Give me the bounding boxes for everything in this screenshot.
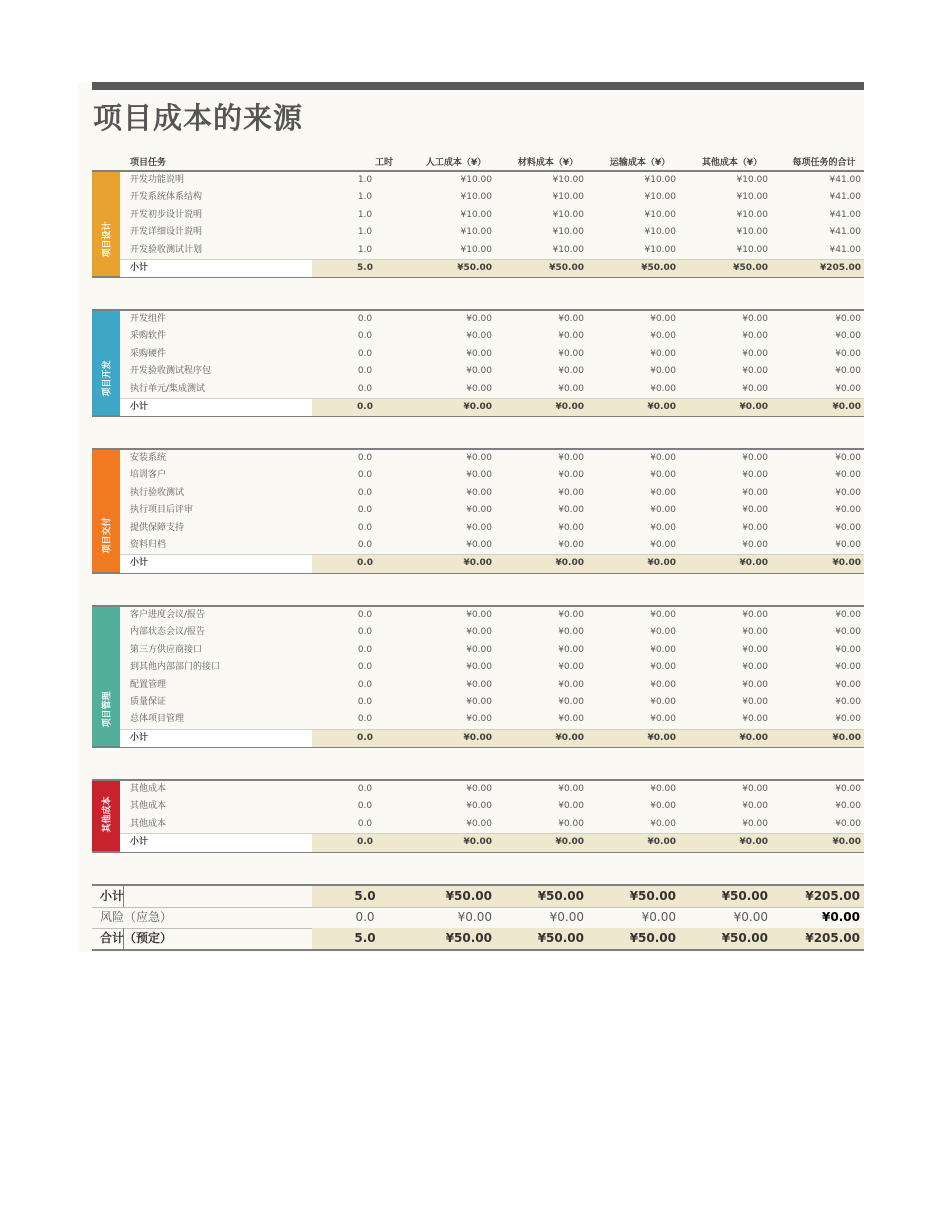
cell-labor[interactable]: ¥0.00	[466, 383, 492, 394]
table-row[interactable]	[120, 450, 864, 467]
subtotal-task: 小计	[130, 558, 149, 569]
table-row[interactable]	[120, 642, 864, 659]
cell-task[interactable]: 第三方供应商接口	[130, 644, 203, 655]
subtotal-labor: ¥0.00	[463, 837, 492, 848]
cell-materials[interactable]: ¥0.00	[558, 366, 584, 377]
cell-shipping[interactable]: ¥0.00	[650, 453, 676, 463]
cell-labor[interactable]: ¥0.00	[466, 453, 492, 463]
table-row[interactable]	[120, 624, 864, 641]
cell-task[interactable]: 其他成本	[130, 784, 167, 794]
subtotal-task: 小计	[130, 263, 149, 273]
cell-total[interactable]: ¥0.00	[835, 540, 861, 550]
table-row[interactable]	[120, 242, 864, 259]
cell-other[interactable]: ¥0.00	[742, 470, 768, 481]
cell-task[interactable]: 开发验收测试程序包	[130, 366, 212, 377]
subtotal-hours: 5.0	[357, 263, 373, 273]
cell-hours[interactable]: 0.0	[357, 348, 373, 359]
subtotal-shipping: ¥0.00	[647, 837, 676, 848]
cell-task[interactable]: 提供保障支持	[130, 522, 185, 533]
subtotal-labor: ¥50.00	[457, 263, 492, 273]
title-accent-bar	[92, 82, 864, 90]
cell-other[interactable]: ¥0.00	[742, 331, 768, 342]
cell-materials[interactable]: ¥0.00	[558, 314, 584, 324]
cell-task[interactable]: 培训客户	[130, 470, 167, 481]
section-label: 项目交付	[102, 517, 113, 554]
table-row[interactable]	[120, 781, 864, 798]
cell-shipping[interactable]: ¥0.00	[650, 610, 676, 620]
cell-hours[interactable]: 0.0	[357, 697, 373, 707]
subtotal-hours: 0.0	[357, 732, 373, 743]
cell-materials[interactable]: ¥0.00	[558, 627, 584, 638]
summary-materials: ¥0.00	[549, 910, 584, 924]
summary-total: ¥205.00	[805, 889, 860, 903]
section-design	[92, 170, 864, 278]
section-color-band	[92, 607, 120, 746]
cell-hours[interactable]: 1.0	[357, 175, 373, 185]
summary-labor: ¥50.00	[445, 931, 492, 945]
cell-hours[interactable]: 0.0	[357, 453, 373, 463]
cell-labor[interactable]: ¥10.00	[460, 175, 492, 185]
summary-subtotal-row	[92, 886, 864, 908]
summary-total-row	[92, 928, 864, 949]
cell-shipping[interactable]: ¥10.00	[644, 192, 676, 203]
summary-other: ¥50.00	[721, 889, 768, 903]
cell-labor[interactable]: ¥0.00	[466, 610, 492, 620]
cell-labor[interactable]: ¥0.00	[466, 818, 492, 829]
summary-other: ¥50.00	[721, 931, 768, 945]
cell-other[interactable]: ¥10.00	[736, 227, 768, 238]
cell-shipping[interactable]: ¥0.00	[650, 522, 676, 533]
cell-hours[interactable]: 1.0	[357, 192, 373, 203]
cell-shipping[interactable]: ¥0.00	[650, 679, 676, 690]
cell-materials[interactable]: ¥10.00	[552, 175, 584, 185]
subtotal-total: ¥205.00	[820, 263, 861, 273]
cell-materials[interactable]: ¥0.00	[558, 679, 584, 690]
summary-materials: ¥50.00	[537, 931, 584, 945]
subtotal-labor: ¥0.00	[463, 732, 492, 743]
cell-hours[interactable]: 0.0	[357, 662, 373, 673]
cell-other[interactable]: ¥0.00	[742, 383, 768, 394]
header-total: 每项任务的合计	[792, 158, 856, 168]
cell-task[interactable]: 其他成本	[130, 818, 167, 829]
subtotal-task: 小计	[130, 732, 149, 743]
cell-other[interactable]: ¥10.00	[736, 192, 768, 203]
cell-total[interactable]: ¥0.00	[835, 627, 861, 638]
subtotal-total: ¥0.00	[832, 732, 861, 743]
page-title: 项目成本的来源	[93, 101, 304, 135]
header-labor: 人工成本（¥）	[425, 158, 487, 168]
cell-other[interactable]: ¥0.00	[742, 610, 768, 620]
cell-total[interactable]: ¥0.00	[835, 453, 861, 463]
table-row[interactable]	[120, 224, 864, 241]
subtotal-other: ¥0.00	[739, 402, 768, 412]
section-development	[92, 309, 864, 417]
table-row[interactable]	[120, 502, 864, 519]
section-delivery	[92, 448, 864, 574]
cell-hours[interactable]: 0.0	[357, 610, 373, 620]
cell-hours[interactable]: 0.0	[357, 627, 373, 638]
table-row[interactable]	[120, 381, 864, 398]
cell-other[interactable]: ¥0.00	[742, 662, 768, 673]
cell-hours[interactable]: 0.0	[357, 801, 373, 812]
subtotal-total: ¥0.00	[832, 837, 861, 848]
cell-labor[interactable]: ¥0.00	[466, 366, 492, 377]
cell-total[interactable]: ¥0.00	[835, 714, 861, 725]
cell-total[interactable]: ¥0.00	[835, 505, 861, 516]
cell-materials[interactable]: ¥0.00	[558, 610, 584, 620]
cell-total[interactable]: ¥0.00	[835, 697, 861, 707]
table-row[interactable]	[120, 328, 864, 345]
subtotal-hours: 0.0	[357, 402, 373, 412]
section-color-band	[92, 172, 120, 276]
cell-task[interactable]: 采购硬件	[130, 348, 167, 359]
table-row[interactable]	[120, 346, 864, 363]
cell-hours[interactable]: 0.0	[357, 314, 373, 324]
table-row[interactable]	[120, 485, 864, 502]
cell-task[interactable]: 配置管理	[130, 679, 167, 690]
header-shipping: 运输成本（¥）	[609, 158, 671, 168]
summary-shipping: ¥50.00	[629, 889, 676, 903]
cell-hours[interactable]: 0.0	[357, 331, 373, 342]
cell-task[interactable]: 开发组件	[130, 314, 167, 324]
table-row[interactable]	[120, 677, 864, 694]
cell-labor[interactable]: ¥0.00	[466, 679, 492, 690]
cell-shipping[interactable]: ¥0.00	[650, 331, 676, 342]
cell-total[interactable]: ¥0.00	[835, 470, 861, 481]
cell-total[interactable]: ¥41.00	[829, 244, 861, 255]
cell-task[interactable]: 开发详细设计说明	[130, 227, 203, 238]
cell-hours[interactable]: 0.0	[357, 522, 373, 533]
summary-shipping: ¥0.00	[641, 910, 676, 924]
cell-labor[interactable]: ¥0.00	[466, 784, 492, 794]
section-other	[92, 779, 864, 853]
cell-labor[interactable]: ¥0.00	[466, 801, 492, 812]
cell-total[interactable]: ¥0.00	[835, 784, 861, 794]
subtotal-other: ¥0.00	[739, 558, 768, 569]
cell-materials[interactable]: ¥0.00	[558, 383, 584, 394]
cell-shipping[interactable]: ¥10.00	[644, 209, 676, 220]
subtotal-row	[120, 729, 864, 747]
table-row[interactable]	[120, 711, 864, 728]
cell-task[interactable]: 开发功能说明	[130, 175, 185, 185]
header-hours: 工时	[374, 158, 393, 168]
cell-materials[interactable]: ¥0.00	[558, 453, 584, 463]
subtotal-shipping: ¥0.00	[647, 732, 676, 743]
cell-materials[interactable]: ¥0.00	[558, 540, 584, 550]
subtotal-materials: ¥50.00	[549, 263, 584, 273]
cell-shipping[interactable]: ¥0.00	[650, 366, 676, 377]
cell-total[interactable]: ¥41.00	[829, 192, 861, 203]
cell-total[interactable]: ¥0.00	[835, 801, 861, 812]
subtotal-total: ¥0.00	[832, 402, 861, 412]
cell-shipping[interactable]: ¥0.00	[650, 697, 676, 707]
cell-shipping[interactable]: ¥10.00	[644, 175, 676, 185]
cell-shipping[interactable]: ¥0.00	[650, 505, 676, 516]
cell-hours[interactable]: 0.0	[357, 366, 373, 377]
table-row[interactable]	[120, 172, 864, 189]
cell-labor[interactable]: ¥0.00	[466, 470, 492, 481]
cell-other[interactable]: ¥0.00	[742, 453, 768, 463]
cell-total[interactable]: ¥0.00	[835, 679, 861, 690]
table-row[interactable]	[120, 207, 864, 224]
cell-hours[interactable]: 0.0	[357, 505, 373, 516]
cell-task[interactable]: 开发初步设计说明	[130, 209, 203, 220]
cell-other[interactable]: ¥10.00	[736, 209, 768, 220]
cell-task[interactable]: 开发验收测试计划	[130, 244, 203, 255]
summary-hours: 5.0	[354, 931, 376, 945]
header-task: 项目任务	[130, 158, 167, 168]
cell-shipping[interactable]: ¥0.00	[650, 470, 676, 481]
cell-other[interactable]: ¥0.00	[742, 714, 768, 725]
cell-shipping[interactable]: ¥0.00	[650, 784, 676, 794]
cell-other[interactable]: ¥0.00	[742, 540, 768, 550]
cell-other[interactable]: ¥0.00	[742, 784, 768, 794]
cell-hours[interactable]: 0.0	[357, 818, 373, 829]
subtotal-shipping: ¥0.00	[647, 558, 676, 569]
subtotal-other: ¥0.00	[739, 732, 768, 743]
cell-task[interactable]: 开发系统体系结构	[130, 192, 203, 203]
table-row[interactable]	[120, 189, 864, 206]
cell-materials[interactable]: ¥0.00	[558, 522, 584, 533]
cell-hours[interactable]: 0.0	[357, 470, 373, 481]
summary-total: ¥205.00	[805, 931, 860, 945]
subtotal-row	[120, 554, 864, 572]
cell-hours[interactable]: 1.0	[357, 227, 373, 238]
cell-labor[interactable]: ¥0.00	[466, 331, 492, 342]
subtotal-row	[120, 833, 864, 851]
cell-hours[interactable]: 0.0	[357, 679, 373, 690]
header-other: 其他成本（¥）	[701, 158, 763, 168]
cell-labor[interactable]: ¥0.00	[466, 487, 492, 498]
cell-other[interactable]: ¥10.00	[736, 175, 768, 185]
cell-other[interactable]: ¥0.00	[742, 487, 768, 498]
cell-hours[interactable]: 0.0	[357, 714, 373, 725]
cell-total[interactable]: ¥41.00	[829, 175, 861, 185]
cell-hours[interactable]: 1.0	[357, 244, 373, 255]
cell-materials[interactable]: ¥0.00	[558, 505, 584, 516]
table-row[interactable]	[120, 607, 864, 624]
cell-other[interactable]: ¥0.00	[742, 679, 768, 690]
cell-labor[interactable]: ¥0.00	[466, 505, 492, 516]
cell-shipping[interactable]: ¥0.00	[650, 487, 676, 498]
subtotal-materials: ¥0.00	[555, 558, 584, 569]
cell-other[interactable]: ¥0.00	[742, 627, 768, 638]
cell-total[interactable]: ¥0.00	[835, 366, 861, 377]
cell-other[interactable]: ¥10.00	[736, 244, 768, 255]
table-row[interactable]	[120, 816, 864, 833]
cell-shipping[interactable]: ¥0.00	[650, 383, 676, 394]
summary-hours: 0.0	[355, 910, 375, 924]
cell-task[interactable]: 执行单元/集成测试	[130, 383, 206, 394]
cell-shipping[interactable]: ¥0.00	[650, 818, 676, 829]
column-headers	[78, 155, 864, 169]
cell-materials[interactable]: ¥0.00	[558, 714, 584, 725]
subtotal-row	[120, 398, 864, 416]
section-label: 其他成本	[102, 796, 113, 833]
subtotal-materials: ¥0.00	[555, 402, 584, 412]
cell-other[interactable]: ¥0.00	[742, 522, 768, 533]
summary-other: ¥0.00	[733, 910, 768, 924]
section-label: 项目开发	[102, 360, 113, 397]
cell-task[interactable]: 总体项目管理	[130, 714, 185, 725]
cell-task[interactable]: 质量保证	[130, 697, 167, 707]
section-color-band	[92, 311, 120, 415]
cell-task[interactable]: 其他成本	[130, 801, 167, 812]
table-row[interactable]	[120, 520, 864, 537]
summary-label: 风险（应急）	[100, 910, 173, 924]
section-color-band	[92, 450, 120, 572]
cell-task[interactable]: 执行验收测试	[130, 487, 185, 498]
cell-other[interactable]: ¥0.00	[742, 818, 768, 829]
cell-labor[interactable]: ¥0.00	[466, 697, 492, 707]
cell-labor[interactable]: ¥10.00	[460, 209, 492, 220]
cell-materials[interactable]: ¥10.00	[552, 209, 584, 220]
section-management	[92, 605, 864, 748]
cell-hours[interactable]: 0.0	[357, 383, 373, 394]
summary-labor: ¥0.00	[457, 910, 492, 924]
worksheet	[78, 82, 864, 952]
cell-materials[interactable]: ¥0.00	[558, 697, 584, 707]
section-color-band	[92, 781, 120, 851]
cell-materials[interactable]: ¥0.00	[558, 784, 584, 794]
table-row[interactable]	[120, 798, 864, 815]
subtotal-shipping: ¥0.00	[647, 402, 676, 412]
subtotal-task: 小计	[130, 837, 149, 848]
cell-other[interactable]: ¥0.00	[742, 644, 768, 655]
cell-task[interactable]: 执行项目后评审	[130, 505, 194, 516]
cell-total[interactable]: ¥0.00	[835, 487, 861, 498]
header-materials: 材料成本（¥）	[517, 158, 579, 168]
cell-total[interactable]: ¥0.00	[835, 644, 861, 655]
subtotal-row	[120, 259, 864, 277]
cell-labor[interactable]: ¥10.00	[460, 244, 492, 255]
cell-labor[interactable]: ¥0.00	[466, 314, 492, 324]
table-row[interactable]	[120, 363, 864, 380]
cell-total[interactable]: ¥0.00	[835, 348, 861, 359]
subtotal-hours: 0.0	[357, 837, 373, 848]
cell-hours[interactable]: 0.0	[357, 784, 373, 794]
cell-shipping[interactable]: ¥0.00	[650, 314, 676, 324]
cell-other[interactable]: ¥0.00	[742, 348, 768, 359]
cell-total[interactable]: ¥0.00	[835, 610, 861, 620]
cell-other[interactable]: ¥0.00	[742, 697, 768, 707]
summary-hours: 5.0	[354, 889, 376, 903]
summary-risk-row	[92, 907, 864, 929]
cell-labor[interactable]: ¥0.00	[466, 540, 492, 550]
cell-shipping[interactable]: ¥10.00	[644, 244, 676, 255]
cell-materials[interactable]: ¥10.00	[552, 244, 584, 255]
cell-materials[interactable]: ¥0.00	[558, 801, 584, 812]
table-row[interactable]	[120, 694, 864, 711]
summary-total: ¥0.00	[822, 910, 860, 924]
cell-hours[interactable]: 0.0	[357, 644, 373, 655]
table-row[interactable]	[120, 537, 864, 554]
subtotal-shipping: ¥50.00	[641, 263, 676, 273]
cell-materials[interactable]: ¥0.00	[558, 348, 584, 359]
cell-materials[interactable]: ¥10.00	[552, 192, 584, 203]
subtotal-other: ¥50.00	[733, 263, 768, 273]
cell-shipping[interactable]: ¥0.00	[650, 644, 676, 655]
cell-materials[interactable]: ¥0.00	[558, 644, 584, 655]
cell-labor[interactable]: ¥0.00	[466, 348, 492, 359]
subtotal-task: 小计	[130, 402, 149, 412]
cell-shipping[interactable]: ¥0.00	[650, 627, 676, 638]
cell-materials[interactable]: ¥0.00	[558, 487, 584, 498]
cell-total[interactable]: ¥0.00	[835, 331, 861, 342]
subtotal-hours: 0.0	[357, 558, 373, 569]
subtotal-other: ¥0.00	[739, 837, 768, 848]
summary-label: 合计（预定）	[100, 931, 173, 945]
cell-shipping[interactable]: ¥0.00	[650, 348, 676, 359]
table-row[interactable]	[120, 659, 864, 676]
cell-task[interactable]: 安装系统	[130, 453, 167, 463]
cell-total[interactable]: ¥41.00	[829, 227, 861, 238]
cell-labor[interactable]: ¥10.00	[460, 192, 492, 203]
section-label: 项目设计	[102, 221, 113, 258]
cell-labor[interactable]: ¥0.00	[466, 627, 492, 638]
summary-label: 小计	[100, 889, 125, 903]
cell-other[interactable]: ¥0.00	[742, 366, 768, 377]
cell-total[interactable]: ¥41.00	[829, 209, 861, 220]
subtotal-total: ¥0.00	[832, 558, 861, 569]
cell-total[interactable]: ¥0.00	[835, 818, 861, 829]
subtotal-labor: ¥0.00	[463, 558, 492, 569]
cell-other[interactable]: ¥0.00	[742, 314, 768, 324]
cell-materials[interactable]: ¥10.00	[552, 227, 584, 238]
cell-task[interactable]: 资料归档	[130, 540, 167, 550]
section-label: 项目管理	[102, 691, 113, 728]
cell-task[interactable]: 采购软件	[130, 331, 167, 342]
cell-shipping[interactable]: ¥0.00	[650, 801, 676, 812]
cell-total[interactable]: ¥0.00	[835, 314, 861, 324]
cell-hours[interactable]: 0.0	[357, 540, 373, 550]
cell-total[interactable]: ¥0.00	[835, 383, 861, 394]
cell-labor[interactable]: ¥0.00	[466, 662, 492, 673]
cell-materials[interactable]: ¥0.00	[558, 331, 584, 342]
subtotal-materials: ¥0.00	[555, 732, 584, 743]
cell-task[interactable]: 客户进度会议/报告	[130, 610, 206, 620]
cell-total[interactable]: ¥0.00	[835, 522, 861, 533]
cell-shipping[interactable]: ¥10.00	[644, 227, 676, 238]
cell-materials[interactable]: ¥0.00	[558, 818, 584, 829]
cell-shipping[interactable]: ¥0.00	[650, 662, 676, 673]
subtotal-materials: ¥0.00	[555, 837, 584, 848]
cell-labor[interactable]: ¥0.00	[466, 714, 492, 725]
cell-materials[interactable]: ¥0.00	[558, 662, 584, 673]
cell-labor[interactable]: ¥0.00	[466, 644, 492, 655]
cell-labor[interactable]: ¥0.00	[466, 522, 492, 533]
cell-labor[interactable]: ¥10.00	[460, 227, 492, 238]
table-row[interactable]	[120, 467, 864, 484]
table-row[interactable]	[120, 311, 864, 328]
cell-other[interactable]: ¥0.00	[742, 801, 768, 812]
summary-shipping: ¥50.00	[629, 931, 676, 945]
cell-hours[interactable]: 1.0	[357, 209, 373, 220]
subtotal-labor: ¥0.00	[463, 402, 492, 412]
summary-table	[92, 884, 864, 951]
cell-task[interactable]: 到其他内部部门的接口	[130, 662, 221, 673]
cell-shipping[interactable]: ¥0.00	[650, 714, 676, 725]
cell-materials[interactable]: ¥0.00	[558, 470, 584, 481]
summary-materials: ¥50.00	[537, 889, 584, 903]
cell-hours[interactable]: 0.0	[357, 487, 373, 498]
cell-task[interactable]: 内部状态会议/报告	[130, 627, 206, 638]
cell-other[interactable]: ¥0.00	[742, 505, 768, 516]
cell-total[interactable]: ¥0.00	[835, 662, 861, 673]
summary-labor: ¥50.00	[445, 889, 492, 903]
cell-shipping[interactable]: ¥0.00	[650, 540, 676, 550]
